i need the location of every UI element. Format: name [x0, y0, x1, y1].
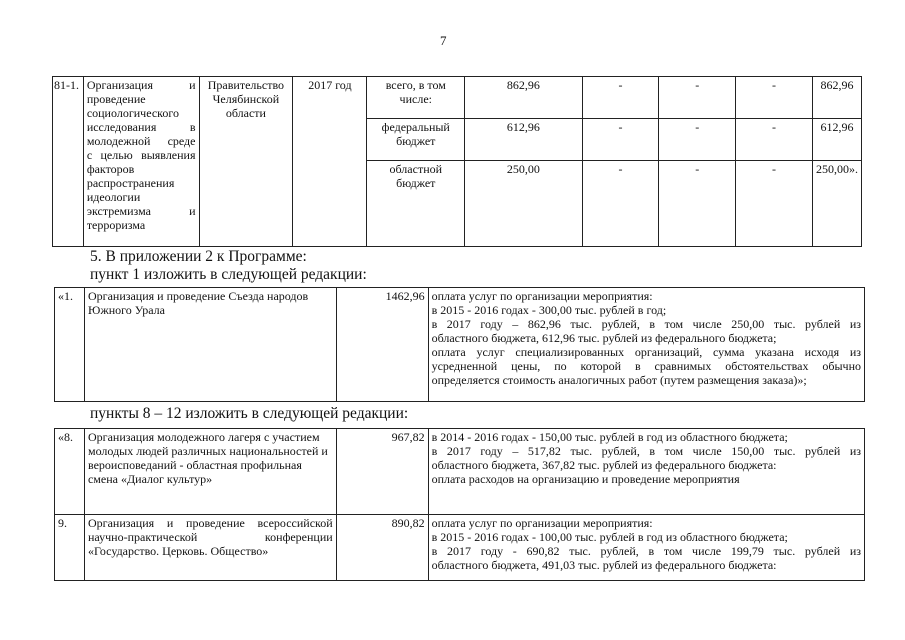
value-cell: - — [582, 77, 659, 119]
desc-line: оплата услуг специализированных организаций, сумма указана исходя из — [431, 345, 861, 359]
item-number: «1. — [55, 288, 85, 402]
item-amount: 1462,96 — [336, 288, 428, 402]
paragraph-point-1: пункт 1 изложить в следующей редакции: — [90, 266, 367, 283]
title-line: с целью выявления — [86, 148, 196, 162]
value-cell: - — [582, 161, 659, 247]
desc-line: оплата услуг по организации мероприятия: — [431, 289, 653, 303]
item-title — [83, 77, 199, 247]
value-cell: - — [736, 119, 813, 161]
desc-line: в 2014 - 2016 годах - 150,00 тыс. рублей в год из областного бюджета; — [431, 430, 788, 444]
desc-line: в 2015 - 2016 годах - 300,00 тыс. рублей в год; — [431, 303, 667, 317]
items-8-12-table — [54, 428, 865, 581]
item-description — [428, 515, 864, 581]
name-line: Организация и проведение всероссийской — [87, 516, 333, 530]
paragraph-5: 5. В приложении 2 к Программе: — [90, 248, 307, 265]
value-cell: 862,96 — [812, 77, 861, 119]
value-cell: - — [736, 161, 813, 247]
desc-line: в 2017 году - 690,82 тыс. рублей, в том числе 199,79 тыс. рублей из — [431, 544, 861, 558]
title-line: исследования в — [86, 120, 196, 134]
executor: Правительство Челябинской области — [199, 77, 293, 247]
item-number: 9. — [55, 515, 85, 581]
year: 2017 год — [293, 77, 367, 247]
paragraph-points-8-12: пункты 8 – 12 изложить в следующей редакции: — [90, 405, 409, 422]
item-description — [428, 429, 864, 515]
title-line: молодежной среде — [86, 134, 196, 148]
title-line: терроризма — [86, 218, 146, 232]
title-line: идеологии — [86, 190, 141, 204]
value-cell: 250,00». — [812, 161, 861, 247]
desc-line: в 2017 году – 517,82 тыс. рублей, в том числе 150,00 тыс. рублей из — [431, 444, 861, 458]
name-line: научно-практической конференции — [87, 530, 333, 544]
title-line: социологического — [86, 106, 179, 120]
funding-table — [52, 76, 862, 247]
title-line: факторов — [86, 162, 135, 176]
item-amount: 967,82 — [336, 429, 428, 515]
name-line: «Государство. Церковь. Общество» — [87, 544, 269, 558]
source-regional: областной бюджет — [367, 161, 465, 247]
value-cell: - — [659, 161, 736, 247]
title-line: распространения — [86, 176, 175, 190]
item-amount: 890,82 — [336, 515, 428, 581]
value-cell: - — [582, 119, 659, 161]
item-name: Организация и проведение Съезда народов Южного Урала — [84, 288, 336, 402]
item-number: 81-1. — [53, 77, 84, 247]
desc-line: определяется стоимость аналогичных работ (путем размещения заказа)»; — [431, 373, 807, 387]
source-total: всего, в том числе: — [367, 77, 465, 119]
title-line: проведение — [86, 92, 146, 106]
title-line: экстремизма и — [86, 204, 196, 218]
value-cell: 612,96 — [465, 119, 583, 161]
desc-line: областного бюджета, 612,96 тыс. рублей из федерального бюджета; — [431, 331, 777, 345]
value-cell: 612,96 — [812, 119, 861, 161]
desc-line: в 2017 году – 862,96 тыс. рублей, в том числе 250,00 тыс. рублей из — [431, 317, 861, 331]
page-number: 7 — [440, 33, 447, 48]
item-name: Организация молодежного лагеря с участием молодых людей различных национальностей и вероисповеданий - областная профильная смена «Диалог культур» — [84, 429, 336, 515]
item-name — [84, 515, 336, 581]
value-cell: 862,96 — [465, 77, 583, 119]
desc-line: областного бюджета, 491,03 тыс. рублей из федерального бюджета: — [431, 558, 777, 572]
value-cell: - — [736, 77, 813, 119]
desc-line: в 2015 - 2016 годах - 100,00 тыс. рублей в год из областного бюджета; — [431, 530, 788, 544]
item-description — [428, 288, 864, 402]
item-1-table — [54, 287, 865, 402]
value-cell: 250,00 — [465, 161, 583, 247]
desc-line: усредненной цены, по которой в сравнимых обстоятельствах обычно — [431, 359, 861, 373]
desc-line: оплата расходов на организацию и проведение мероприятия — [431, 472, 740, 486]
desc-line: оплата услуг по организации мероприятия: — [431, 516, 653, 530]
desc-line: областного бюджета, 367,82 тыс. рублей из федерального бюджета: — [431, 458, 777, 472]
value-cell: - — [659, 119, 736, 161]
item-number: «8. — [55, 429, 85, 515]
title-line: Организация и — [86, 78, 196, 92]
value-cell: - — [659, 77, 736, 119]
source-federal: федеральный бюджет — [367, 119, 465, 161]
